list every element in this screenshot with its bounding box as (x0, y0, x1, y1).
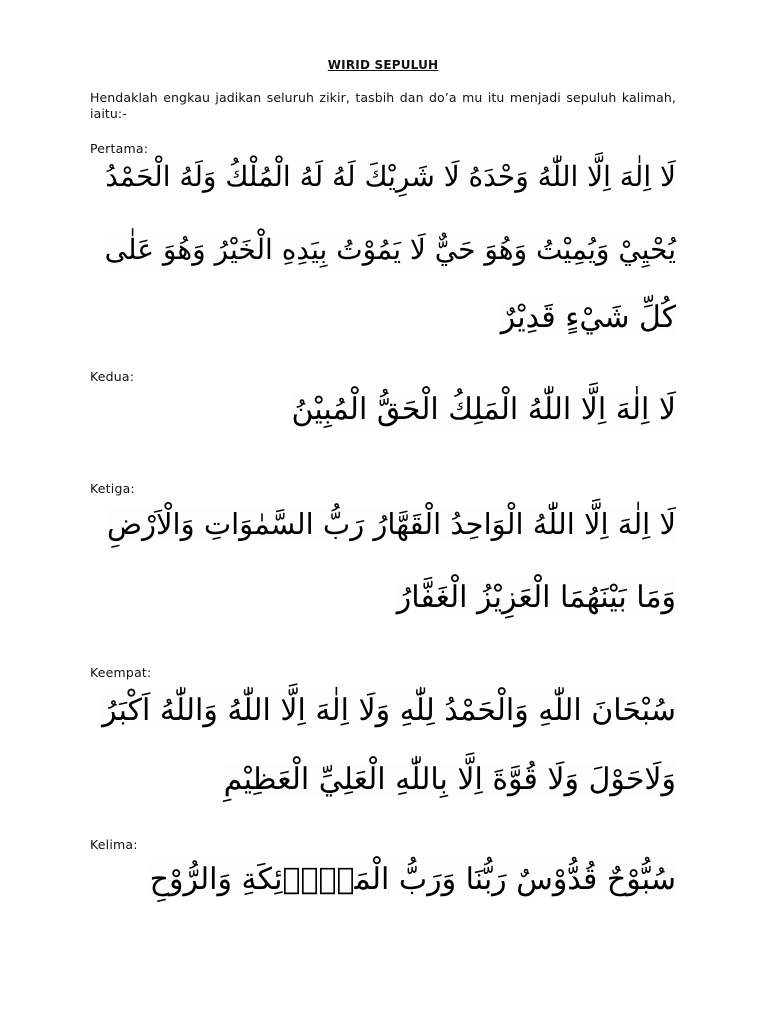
arabic-line: كُلِّ شَيْءٍ قَدِيْرٌ (500, 300, 676, 335)
arabic-line: وَمَا بَيْنَهُمَا الْعَزِيْزُ الْغَفَّارُ (396, 580, 676, 615)
intro-paragraph: Hendaklah engkau jadikan seluruh zikir, tasbih dan do’a mu itu menjadi sepuluh kalimah, iaitu:- (90, 90, 676, 121)
section-label-kedua: Kedua: (90, 369, 135, 384)
arabic-line: لَا اِلٰهَ اِلَّا اللّٰهُ وَحْدَهُ لَا شَرِيْكَ لَهُ لَهُ الْمُلْكُ وَلَهُ الْحَمْدُ (105, 160, 676, 193)
document-title: WIRID SEPULUH (327, 58, 439, 72)
document-page (90, 0, 676, 1024)
section-label-pertama: Pertama: (90, 141, 149, 156)
arabic-line: سُبْحَانَ اللّٰهِ وَالْحَمْدُ لِلّٰهِ وَلَا اِلٰهَ اِلَّا اللّٰهُ وَاللّٰهُ اَكْبَرُ (102, 693, 676, 728)
arabic-line: لَا اِلٰهَ اِلَّا اللّٰهُ الْوَاحِدُ الْقَهَّارُ رَبُّ السَّمٰوَاتِ وَالْاَرْضِ (106, 507, 676, 541)
arabic-line: سُبُّوْحٌ قُدُّوْسٌ رَبُّنَا وَرَبُّ الْمَلَاۤئِكَةِ وَالرُّوْحِ (149, 862, 676, 897)
arabic-line: يُحْيِيْ وَيُمِيْتُ وَهُوَ حَيٌّ لَا يَمُوْتُ بِيَدِهِ الْخَيْرُ وَهُوَ عَلٰى (104, 233, 676, 266)
arabic-line: وَلَاحَوْلَ وَلَا قُوَّةَ اِلَّا بِاللّٰهِ الْعَلِيِّ الْعَظِيْمِ (223, 762, 676, 797)
section-label-ketiga: Ketiga: (90, 481, 135, 496)
section-label-kelima: Kelima: (90, 837, 138, 852)
arabic-line: لَا اِلٰهَ اِلَّا اللّٰهُ الْمَلِكُ الْحَقُّ الْمُبِيْنُ (291, 392, 676, 427)
section-label-keempat: Keempat: (90, 665, 152, 680)
